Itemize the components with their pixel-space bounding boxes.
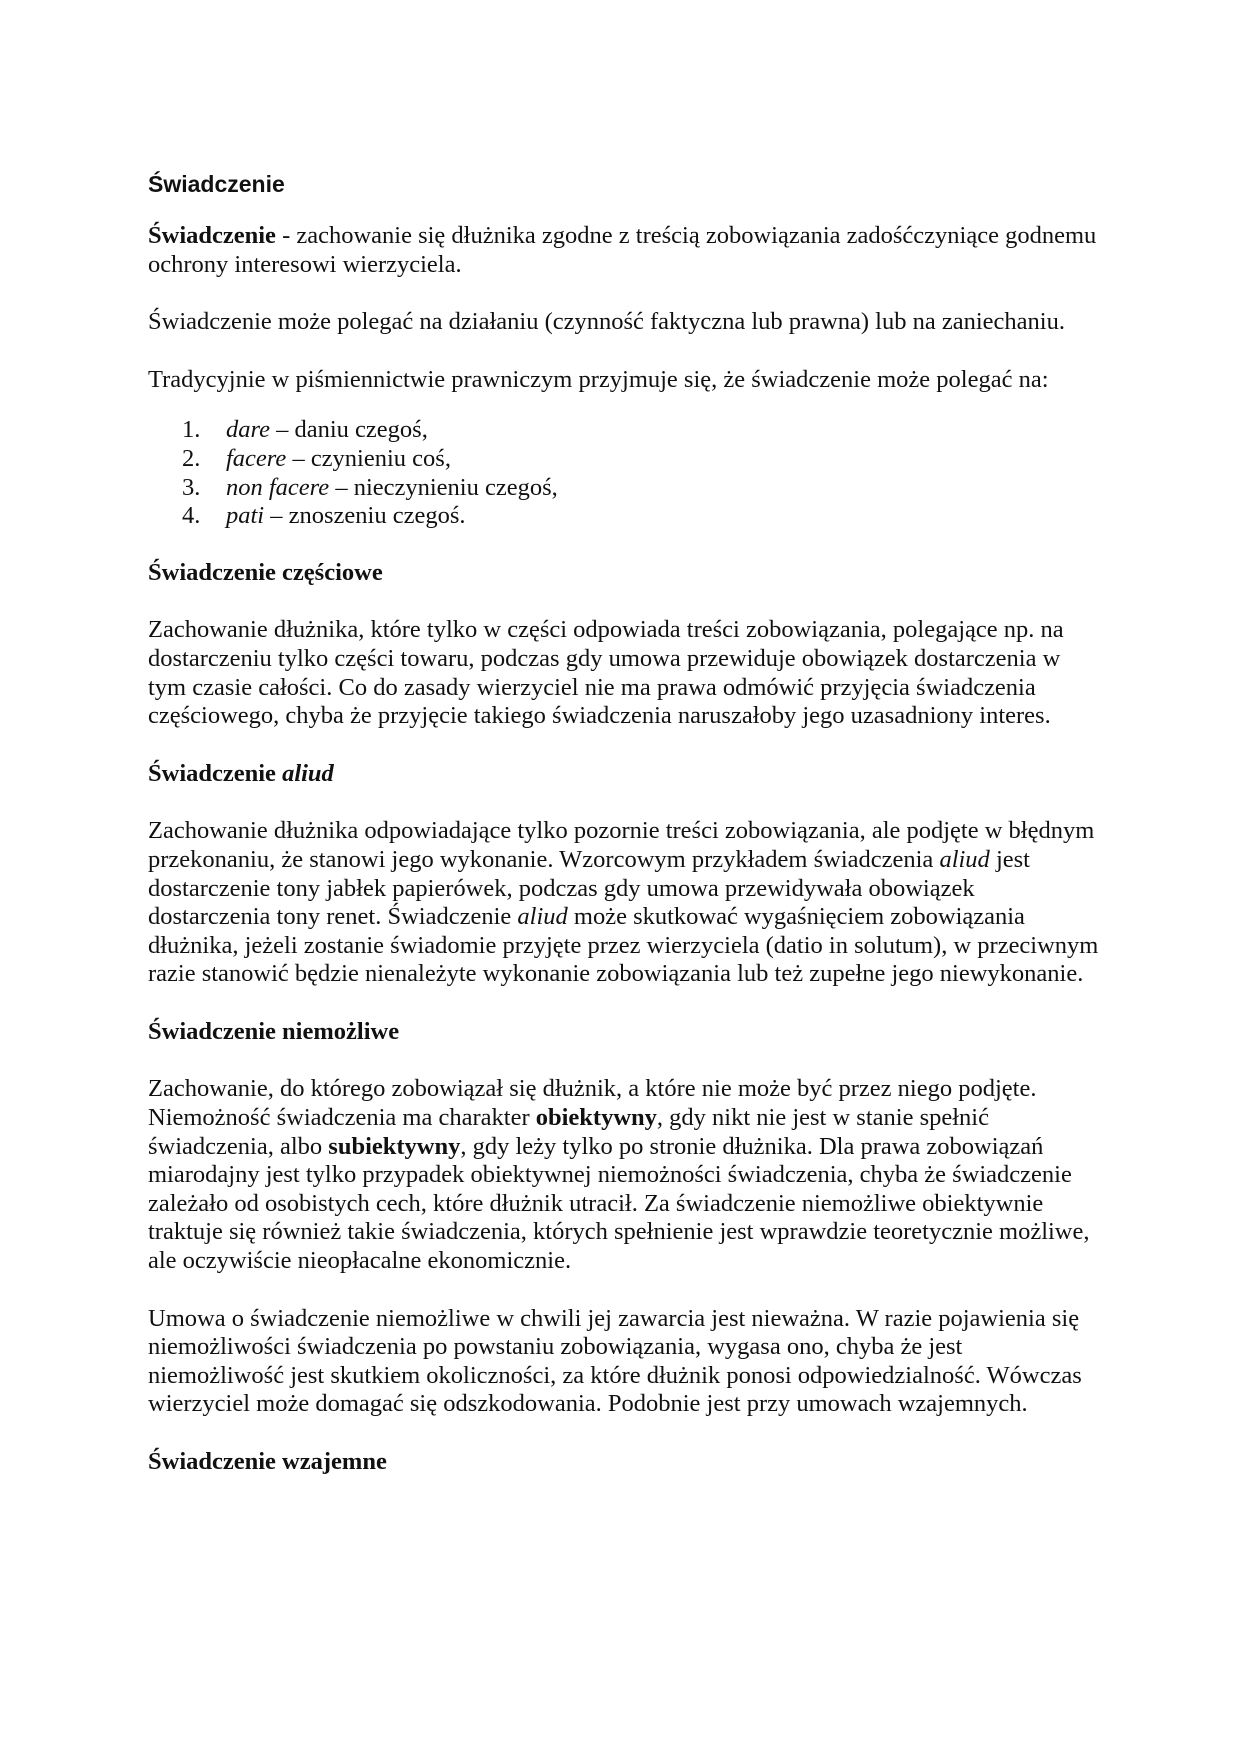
list-term: dare <box>226 416 270 444</box>
list-term: facere <box>226 444 287 472</box>
niemozliwe-bold-2: subiektywny <box>328 1132 461 1160</box>
list-desc: – daniu czegoś, <box>270 416 428 444</box>
niemozliwe-paragraph <box>148 1075 1103 1275</box>
aliud-term-2: aliud <box>517 903 568 931</box>
list-text <box>226 445 451 474</box>
aliud-text-2: jest dostarczenie tony jabłek papierówek, podczas gdy umowa przewidywała obowiązek dostarczenia tony renet. Świadczenie <box>148 845 1030 931</box>
list-desc: – czynieniu coś, <box>286 444 451 472</box>
list-number: 3. <box>182 473 201 501</box>
niemozliwe-text-1: Zachowanie, do którego zobowiązał się dłużnik, a które nie może być przez niego podjęte. Niemożność świadczenia ma charakter <box>148 1075 1037 1132</box>
heading-czesciowe: Świadczenie częściowe <box>148 558 383 586</box>
document-content <box>148 168 1103 1506</box>
definition-paragraph <box>148 222 1103 279</box>
heading-aliud <box>148 760 1103 789</box>
list-desc: – znoszeniu czegoś. <box>264 502 466 530</box>
list-number: 4. <box>182 502 201 530</box>
aliud-text-3: może skutkować wygaśnięciem zobowiązania dłużnika, jeżeli zostanie świadomie przyjęte przez wierzyciela (datio in solutum), w przeciwnym razie stanowić będzie nienależyte wykonanie zobowiązania lub też zupełne jego niewykonanie. <box>148 903 1099 988</box>
list-text <box>226 474 558 503</box>
niemozliwe-text-3: , gdy leży tylko po stronie dłużnika. Dla prawa zobowiązań miarodajny jest tylko przypadek obiektywnej niemożności świadczenia, chyba że świadczenie zależało od osobistych cech, które dłużnik utracił. Za świadczenie niemożliwe obiektywnie traktuje się również takie świadczenia, których spełnienie jest wprawdzie teoretycznie możliwe, ale oczywiście nieopłacalne ekonomicznie. <box>148 1132 1090 1275</box>
tradition-paragraph: Tradycyjnie w piśmiennictwie prawniczym przyjmuje się, że świadczenie może polegać na: <box>148 365 1049 393</box>
list-text <box>226 502 466 531</box>
action-paragraph: Świadczenie może polegać na działaniu (czynność faktyczna lub prawna) lub na zaniechaniu. <box>148 308 1065 336</box>
list-item <box>148 474 1103 503</box>
list-term: pati <box>226 502 265 530</box>
definition-text: - zachowanie się dłużnika zgodne z treścią zobowiązania zadośćczyniące godnemu ochrony interesowi wierzyciela. <box>148 222 1097 278</box>
niemozliwe-bold-1: obiektywny <box>535 1104 657 1132</box>
niemozliwe-text-2: , gdy nikt nie jest w stanie spełnić świadczenia, albo <box>148 1104 989 1160</box>
heading-niemozliwe: Świadczenie niemożliwe <box>148 1017 400 1045</box>
list-item <box>148 502 1103 531</box>
list-number: 1. <box>182 416 201 444</box>
heading-aliud-main: Świadczenie <box>148 759 283 787</box>
aliud-text-1: Zachowanie dłużnika odpowiadające tylko pozornie treści zobowiązania, ale podjęte w błędnym przekonaniu, że stanowi jego wykonanie. Wzorcowym przykładem świadczenia <box>148 817 1095 873</box>
document-title: Świadczenie <box>148 171 285 197</box>
heading-aliud-term: aliud <box>282 759 334 787</box>
list-item <box>148 445 1103 474</box>
aliud-paragraph <box>148 817 1103 989</box>
czesciowe-paragraph: Zachowanie dłużnika, które tylko w części odpowiada treści zobowiązania, polegające np. na dostarczeniu tylko części towaru, podczas gdy umowa przewiduje obowiązek dostarczenia w tym czasie całości. Co do zasady wierzyciel nie ma prawa odmówić przyjęcia świadczenia częściowego, chyba że przyjęcie takiego świadczenia naruszałoby jego uzasadniony interes. <box>148 616 1064 730</box>
list-number: 2. <box>182 444 201 472</box>
heading-wzajemne: Świadczenie wzajemne <box>148 1448 387 1475</box>
list-desc: – nieczynieniu czegoś, <box>329 473 558 501</box>
list-text <box>226 416 428 445</box>
list-item <box>148 416 1103 445</box>
definition-term: Świadczenie <box>148 222 276 249</box>
umowa-paragraph: Umowa o świadczenie niemożliwe w chwili jej zawarcia jest nieważna. W razie pojawienia się niemożliwości świadczenia po powstaniu zobowiązania, wygasa ono, chyba że jest niemożliwość jest skutkiem okoliczności, za które dłużnik ponosi odpowiedzialność. Wówczas wierzyciel może domagać się odszkodowania. Podobnie jest przy umowach wzajemnych. <box>148 1304 1082 1418</box>
forms-list <box>148 416 1103 530</box>
aliud-term-1: aliud <box>939 845 990 873</box>
list-term: non facere <box>226 473 330 501</box>
